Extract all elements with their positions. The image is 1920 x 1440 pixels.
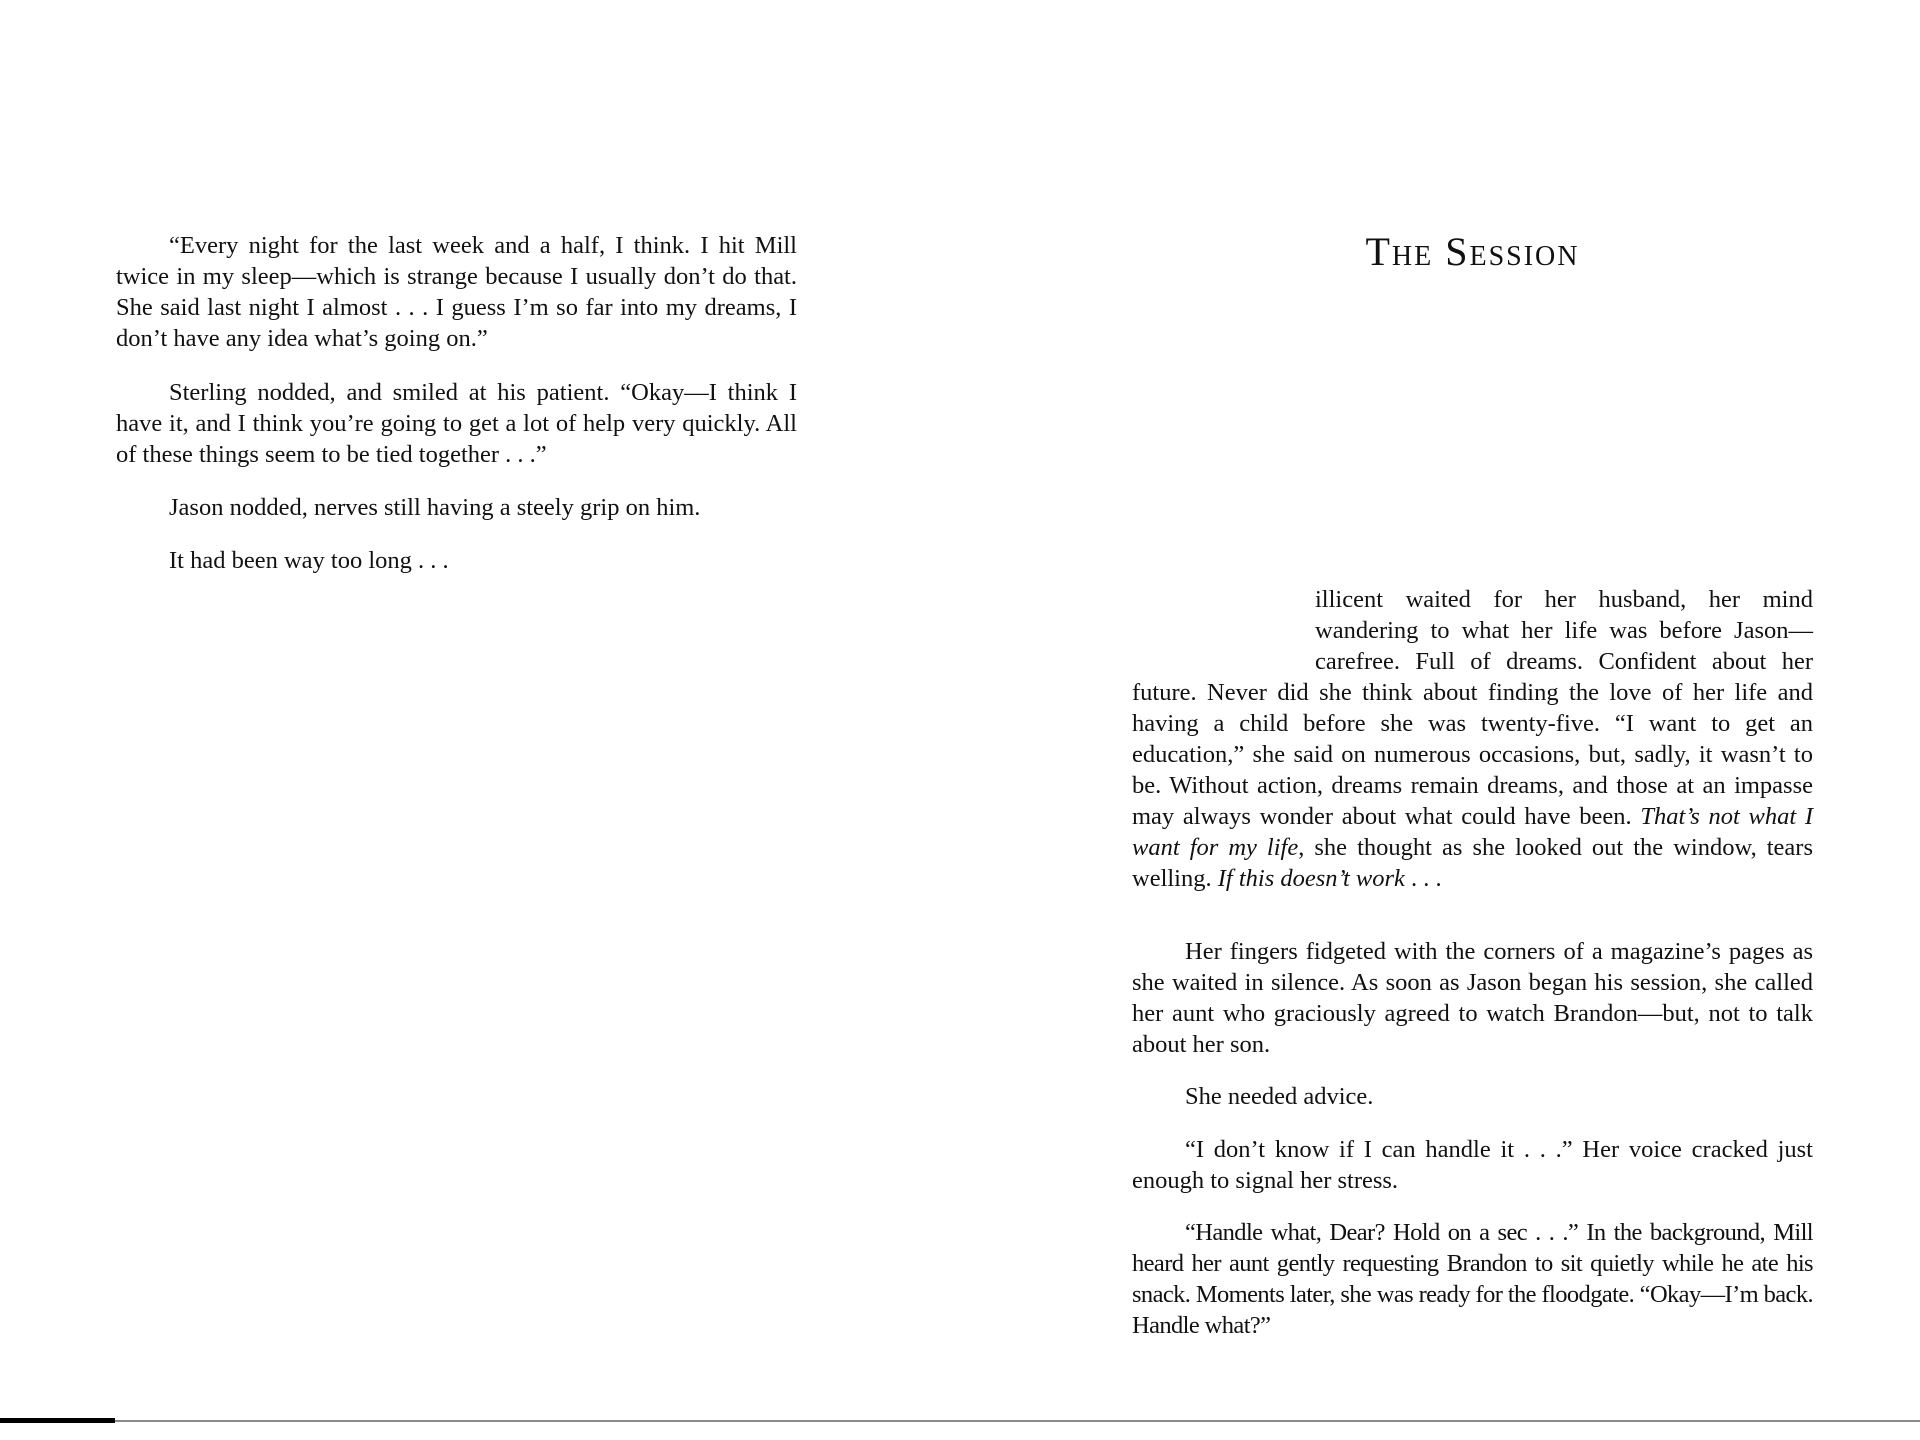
opening-text: , she thought as she looked out the window, tears welling. <box>1132 834 1813 892</box>
left-page <box>116 0 797 1440</box>
opening-paragraph <box>1132 584 1813 894</box>
reading-progress-fill <box>0 1418 115 1423</box>
body-paragraph: “Handle what, Dear? Hold on a sec . . .” In the background, Mill heard her aunt gently requesting Brandon to sit quietly while he ate his snack. Moments later, she was ready for the floodgate. “Okay—I’m back. Handle what?” <box>1132 1219 1813 1339</box>
body-paragraph: “Every night for the last week and a half, I think. I hit Mill twice in my sleep—which is strange because I usually don’t do that. She said last night I almost . . . I guess I’m so far into my dreams, I don’t have any idea what’s going on.” <box>116 232 797 352</box>
reading-progress-track[interactable] <box>0 1420 1920 1422</box>
body-paragraph: She needed advice. <box>1185 1083 1374 1110</box>
body-paragraph: “I don’t know if I can handle it . . .” Her voice cracked just enough to signal her stress. <box>1132 1136 1813 1194</box>
body-paragraph: Sterling nodded, and smiled at his patient. “Okay—I think I have it, and I think you’re going to get a lot of help very quickly. All of these things seem to be tied together . . .” <box>116 379 797 468</box>
drop-cap-space <box>1132 584 1315 677</box>
body-paragraph: Her fingers fidgeted with the corners of a magazine’s pages as she waited in silence. As soon as Jason began his session, she called her aunt who graciously agreed to watch Brandon—but, not to talk about her son. <box>1132 938 1813 1058</box>
italic-thought: If this doesn’t work <box>1217 865 1405 892</box>
body-paragraph: Jason nodded, nerves still having a steely grip on him. <box>169 494 701 521</box>
body-paragraph: It had been way too long . . . <box>169 547 449 574</box>
opening-text: illicent waited for her husband, her mind wandering to what her life was before Jason—carefree. Full of dreams. Confident about her future. Never did she think about finding the love of her life and having a child before she was twenty-five. “I want to get an education,” she said on numerous occasions, but, sadly, it wasn’t to be. Without action, dreams remain dreams, and those at an impasse may always wonder about what could have been. <box>1132 586 1813 830</box>
italic-thought: That’s not what I want for my life <box>1132 803 1813 861</box>
chapter-title: The Session <box>1365 229 1580 274</box>
right-page <box>1132 0 1813 1440</box>
opening-text: . . . <box>1404 865 1442 892</box>
